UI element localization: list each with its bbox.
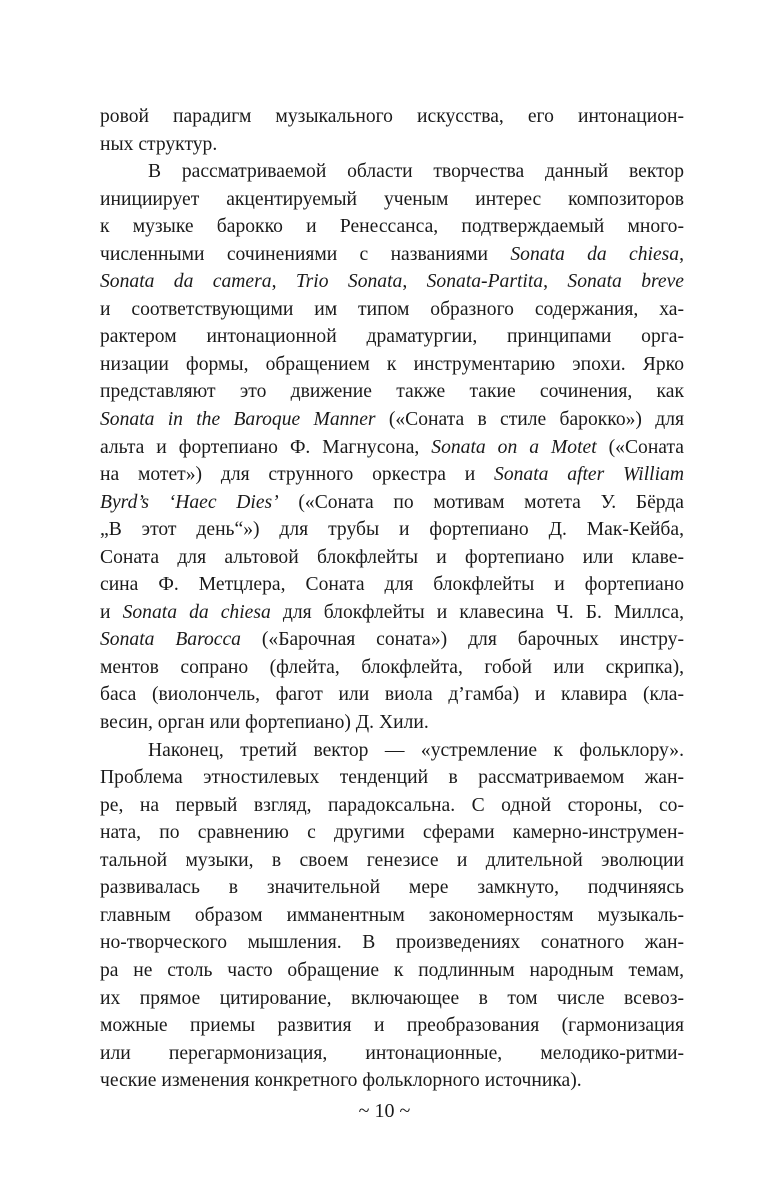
- text-line: [100, 268, 684, 296]
- italic-title: Sonata da camera: [100, 271, 272, 293]
- text-line: [100, 681, 684, 709]
- text-run: ных структур.: [100, 133, 218, 155]
- italic-title: Sonata on a Motet: [431, 436, 597, 458]
- text-run: Соната для альтовой блокфлейты и фортепиано или клаве-: [100, 546, 684, 568]
- text-line: [100, 378, 684, 406]
- text-run: на мотет») для струнного оркестра и: [100, 464, 495, 486]
- text-line: [100, 461, 684, 489]
- text-run: ната, по сравнению с другими сферами камерно-инструмен-: [100, 822, 684, 844]
- text-line: [100, 351, 684, 379]
- text-run: или перегармонизация, интонационные, мелодико-ритми-: [100, 1042, 684, 1064]
- text-run: весин, орган или фортепиано) Д. Хили.: [100, 712, 429, 734]
- text-run: ровой парадигм музыкального искусства, его интонацион-: [100, 106, 684, 127]
- italic-title: Sonata breve: [567, 271, 684, 293]
- italic-title: Sonata da chiesa: [510, 243, 680, 265]
- text-line: [100, 516, 684, 544]
- text-line: [100, 902, 684, 930]
- italic-title: Sonata in the Baroque Manner: [100, 409, 376, 431]
- text-line: [100, 709, 684, 737]
- text-run: ментов сопрано (флейта, блокфлейта, гобой или скрипка),: [100, 656, 684, 678]
- text-run: ческие изменения конкретного фольклорного источника).: [100, 1070, 582, 1092]
- text-line: [100, 654, 684, 682]
- text-line: [100, 489, 684, 517]
- text-run: для блокфлейты и клавесина Ч. Б. Миллса,: [270, 601, 684, 623]
- text-run: ,: [271, 271, 296, 293]
- text-run: но-творческого мышления. В произведениях сонатного жан-: [100, 932, 684, 954]
- text-line: [100, 792, 684, 820]
- italic-title: Trio Sonata: [295, 271, 403, 293]
- text-line: [100, 434, 684, 462]
- text-run: их прямое цитирование, включающее в том числе всевоз-: [100, 987, 684, 1009]
- text-run: главным образом имманентным закономерностям музыкаль-: [100, 904, 684, 926]
- text-line: [100, 323, 684, 351]
- text-line: [100, 131, 684, 159]
- text-run: инициирует акцентируемый ученым интерес композиторов: [100, 188, 684, 210]
- text-line: [100, 929, 684, 957]
- text-line: [100, 764, 684, 792]
- text-line: [100, 626, 684, 654]
- text-run: представляют это движение также такие сочинения, как: [100, 381, 684, 403]
- italic-title: Sonata-Partita: [426, 271, 544, 293]
- text-run: и: [100, 601, 123, 623]
- text-run: численными сочинениями с названиями: [100, 243, 511, 265]
- text-line: [100, 737, 684, 765]
- text-run: развивалась в значительной мере замкнуто, подчиняясь: [100, 877, 684, 899]
- text-run: («Соната в стиле барокко») для: [375, 409, 684, 431]
- text-run: ра не столь часто обращение к подлинным народным темам,: [100, 959, 684, 981]
- text-line: [100, 874, 684, 902]
- text-run: ,: [679, 243, 684, 265]
- text-run: Наконец, третий вектор — «устремление к фольклору».: [148, 739, 684, 761]
- text-line: [100, 957, 684, 985]
- text-line: [100, 406, 684, 434]
- text-run: баса (виолончель, фагот или виола д’гамба) и клавира (кла-: [100, 684, 684, 706]
- text-run: ,: [402, 271, 427, 293]
- text-line: [100, 186, 684, 214]
- text-line: [100, 847, 684, 875]
- text-run: («Соната по мотивам мотета У. Бёрда: [278, 491, 684, 513]
- text-run: альта и фортепиано Ф. Магнусона,: [100, 436, 432, 458]
- text-run: можные приемы развития и преобразования (гармонизация: [100, 1015, 684, 1037]
- text-line: [100, 819, 684, 847]
- text-line: [100, 985, 684, 1013]
- text-line: [100, 544, 684, 572]
- text-line: [100, 1040, 684, 1068]
- text-line: [100, 1067, 684, 1095]
- italic-title: Sonata Barocca: [100, 629, 241, 651]
- text-line: [100, 571, 684, 599]
- text-run: рактером интонационной драматургии, принципами орга-: [100, 326, 684, 348]
- text-line: [100, 241, 684, 269]
- text-run: («Барочная соната») для барочных инстру-: [240, 629, 685, 651]
- text-run: («Соната: [596, 436, 684, 458]
- page-number: ~ 10 ~: [358, 1100, 411, 1122]
- text-run: Проблема этностилевых тенденций в рассматриваемом жан-: [100, 767, 684, 789]
- text-run: ре, на первый взгляд, парадоксальна. С одной стороны, со-: [100, 794, 684, 816]
- text-run: и соответствующими им типом образного содержания, ха-: [100, 298, 684, 320]
- paragraph-1: [100, 103, 684, 158]
- text-line: [100, 103, 684, 131]
- italic-title: Sonata da chiesa: [122, 601, 271, 623]
- text-line: [100, 599, 684, 627]
- text-run: низации формы, обращением к инструментарию эпохи. Ярко: [100, 353, 684, 375]
- italic-title: Sonata after William: [494, 464, 684, 486]
- text-run: „В этот день“») для трубы и фортепиано Д. Мак-Кейба,: [100, 519, 684, 541]
- text-run: В рассматриваемой области творчества данный вектор: [148, 161, 684, 183]
- text-line: [100, 1012, 684, 1040]
- body-text: [100, 103, 684, 1095]
- italic-title: Byrd’s ‘Haec Dies’: [100, 491, 279, 513]
- text-run: ,: [543, 271, 568, 293]
- text-line: [100, 296, 684, 324]
- paragraph-3: [100, 737, 684, 1095]
- paragraph-2: [100, 158, 684, 736]
- text-line: [100, 213, 684, 241]
- text-line: [100, 158, 684, 186]
- text-run: к музыке барокко и Ренессанса, подтверждаемый много-: [100, 216, 684, 238]
- text-run: сина Ф. Метцлера, Соната для блокфлейты и фортепиано: [100, 574, 684, 596]
- text-run: тальной музыки, в своем генезисе и длительной эволюции: [100, 849, 684, 871]
